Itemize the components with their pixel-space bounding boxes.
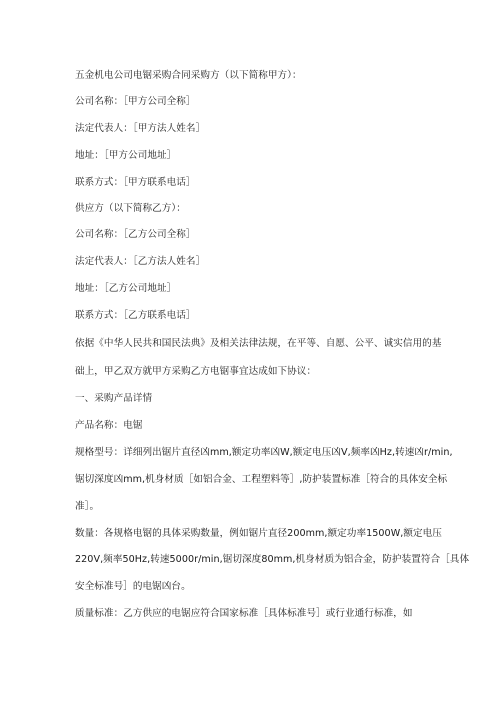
spec-line-3: 准］。: [75, 501, 100, 512]
contract-title-line: 五金机电公司电锯采购合同采购方（以下简称甲方）：: [75, 70, 302, 81]
supplier-contact: 联系方式：［乙方联系电话］: [75, 310, 196, 321]
quantity-line-2: 220V,频率50Hz,转速5000r/min,锯切深度80mm,机身材质为铝合金，防护装置符合［具体: [75, 554, 470, 565]
spec-line-2: 锯切深度凶mm,机身材质［如铝合金、工程塑料等］,防护装置标准［符合的具体安全标: [75, 474, 448, 485]
buyer-contact: 联系方式：［甲方联系电话］: [75, 177, 196, 188]
supplier-heading: 供应方（以下简称乙方）：: [75, 203, 186, 214]
quality-standard-line: 质量标准：乙方供应的电锯应符合国家标准［具体标准号］或行业通行标准，如: [75, 608, 413, 619]
buyer-address: 地址：［甲方公司地址］: [75, 150, 177, 161]
spec-line-1: 规格型号：详细列出锯片直径凶mm,额定功率凶W,额定电压凶V,频率凶Hz,转速凶r/min,: [75, 447, 453, 458]
supplier-company-name: 公司名称：［乙方公司全称］: [75, 229, 196, 240]
product-name: 产品名称：电锯: [75, 420, 143, 431]
buyer-company-name: 公司名称：［甲方公司全称］: [75, 96, 196, 107]
buyer-legal-representative: 法定代表人：［甲方法人姓名］: [75, 123, 206, 134]
quantity-line-1: 数量：各规格电锯的具体采购数量，例如锯片直径200mm,额定功率1500W,额定电压: [75, 528, 442, 539]
section-heading-product-details: 一、采购产品详情: [75, 393, 153, 404]
legal-basis-line-1: 依据《中华人民共和国民法典》及相关法律法规，在平等、自愿、公平、诚实信用的基: [75, 338, 442, 349]
legal-basis-line-2: 础上，甲乙双方就甲方采购乙方电锯事宜达成如下协议：: [75, 366, 317, 377]
quantity-line-3: 安全标准号］的电锯凶台。: [75, 581, 191, 592]
supplier-legal-representative: 法定代表人：［乙方法人姓名］: [75, 256, 206, 267]
supplier-address: 地址：［乙方公司地址］: [75, 283, 177, 294]
